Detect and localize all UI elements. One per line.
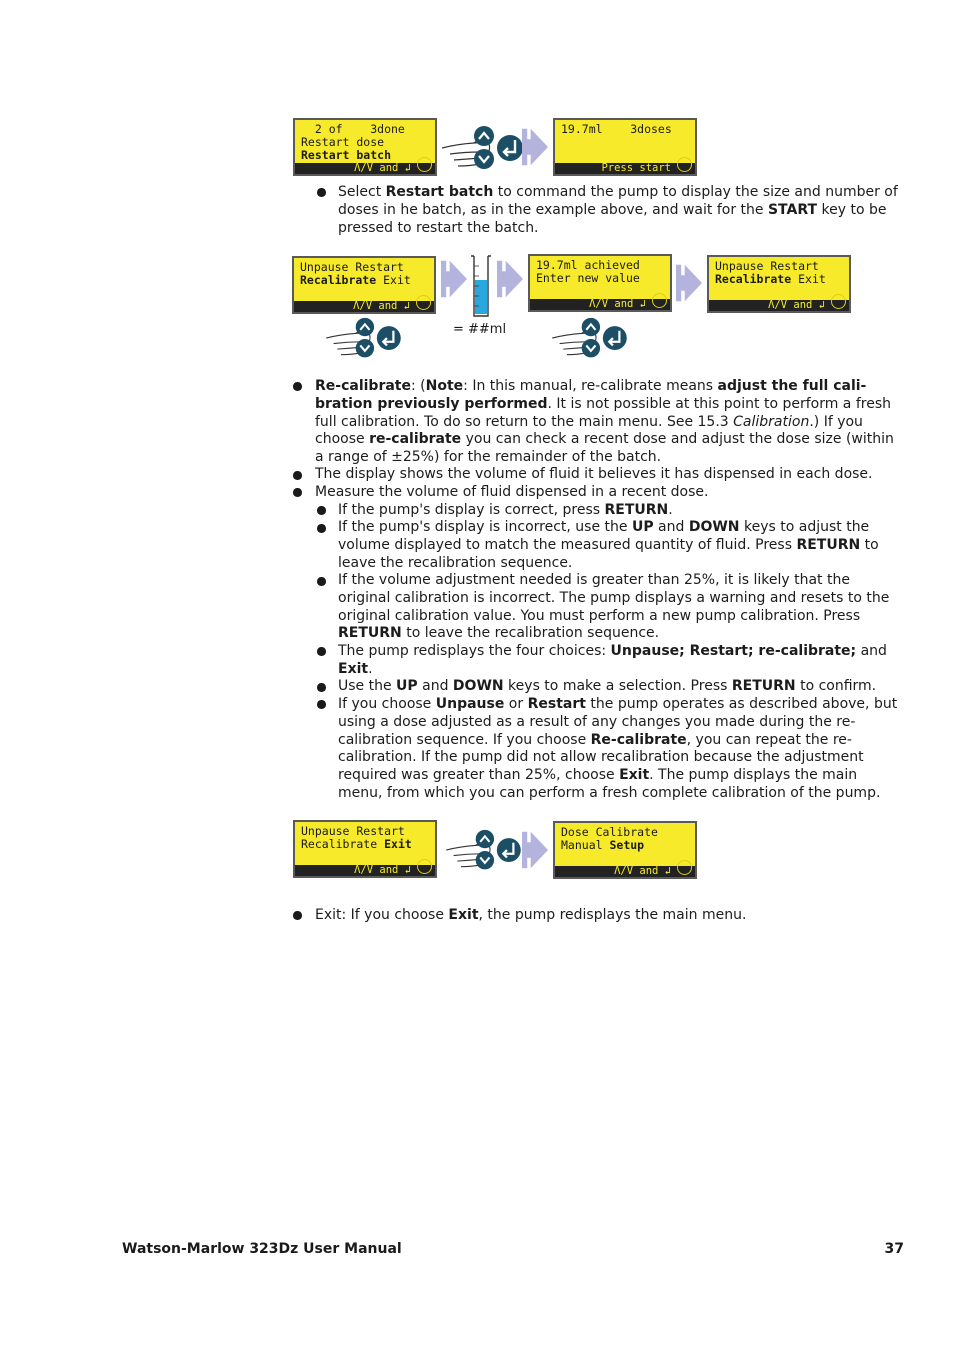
paragraph-recalibrate: Re-calibrate: (Note: In this manual, re-calibrate means adjust the full cali-bration previously performed. It is not possible at this point to perform a fresh full calibration. To do so return to the main menu. See 15.3 Calibration.) If you choose re-calibrate you can check a recent dose and adjust the dose size (within a range of ±25%) for the remainder of the batch. [315,378,894,466]
lcd-line: Unpause Restart [301,824,405,838]
bullet-dot [317,577,326,586]
paragraph-display-volume: The display shows the volume of fluid it believes it has dispensed in each dose. [315,466,873,482]
arrow-right-icon [676,262,702,304]
lcd-softkey-bar: Λ/V and ↲ [555,866,695,877]
lcd-line: Unpause Restart [300,260,404,274]
lcd-status-ring [677,157,692,172]
lcd-softkey-bar: Λ/V and ↲ [530,299,670,310]
paragraph-restart-batch: Select Restart batch to command the pump to display the size and number of doses in he batch, as in the example above, and wait for the START key to be pressed to restart the batch. [338,184,898,236]
bullet-dot [293,471,302,480]
bullet-dot [293,488,302,497]
lcd-softkey-bar: Λ/V and ↲ [295,865,435,876]
lcd-status-ring [417,859,432,874]
paragraph-display-correct: If the pump's display is correct, press RETURN. [338,502,673,518]
lcd-display-recalibrate-menu [292,256,436,314]
cylinder-volume-label: = ##ml [453,322,507,337]
arrow-right-icon [441,258,467,300]
lcd-line: Unpause Restart [715,259,819,273]
footer-page-number: 37 [884,1241,904,1257]
lcd-softkey-bar: Λ/V and ↲ [295,163,435,174]
paragraph-exit: Exit: If you choose Exit, the pump redisplays the main menu. [315,907,747,923]
lcd-line: Recalibrate Exit [300,273,411,287]
lcd-status-ring [677,860,692,875]
lcd-display-exit-selected [293,820,437,878]
lcd-display-enter-new-value [528,254,672,312]
lcd-line: 19.7ml 3doses [561,122,672,136]
lcd-display-recalibrate-menu [707,255,851,313]
lcd-line: Restart dose [301,135,385,149]
bullet-dot [293,911,302,920]
bullet-dot [317,524,326,533]
lcd-status-ring [831,294,846,309]
lcd-softkey-bar: Press start [555,163,695,174]
paragraph-display-incorrect: If the pump's display is incorrect, use the UP and DOWN keys to adjust the volume displayed to match the measured quantity of fluid. Press RETURN to leave the recalibration sequence. [338,519,879,571]
lcd-status-ring [652,293,667,308]
lcd-display-press-start [553,118,697,176]
lcd-softkey-bar: Λ/V and ↲ [709,300,849,311]
arrow-right-icon [522,829,548,871]
bullet-dot [293,382,302,391]
arrow-right-icon [522,126,548,168]
measuring-cylinder-icon [470,254,492,318]
bullet-dot [317,700,326,709]
lcd-line: 19.7ml achieved [536,258,640,272]
lcd-softkey-bar: Λ/V and ↲ [294,301,434,312]
lcd-line: Manual Setup [561,838,645,852]
lcd-line: Dose Calibrate [561,825,658,839]
lcd-line-selected: Restart batch [301,148,392,162]
lcd-status-ring [416,295,431,310]
lcd-line: 2 of 3done [301,122,405,136]
keypad-up-down-return-icon [320,316,430,362]
bullet-dot [317,647,326,656]
lcd-display-main-menu [553,821,697,879]
lcd-line: Recalibrate Exit [301,837,412,851]
keypad-up-down-return-icon [546,316,656,362]
lcd-line: Enter new value [536,271,640,285]
bullet-dot [317,506,326,515]
paragraph-make-selection: Use the UP and DOWN keys to make a selection. Press RETURN to confirm. [338,678,877,694]
lcd-display-batch-menu [293,118,437,176]
bullet-dot [317,188,326,197]
lcd-line: Recalibrate Exit [715,272,826,286]
bullet-dot [317,683,326,692]
arrow-right-icon [497,258,523,300]
paragraph-unpause-restart: If you choose Unpause or Restart the pump operates as described above, but using a dose adjusted as a result of any changes you made during the re-calibration sequence. If you choose Re-calibrate, you can repeat the re-calibration. If the pump did not allow recalibration because the adjustment required was greater than 25%, choose Exit. The pump displays the main menu, from which you can perform a fresh complete calibration of the pump. [338,696,898,801]
paragraph-measure-volume: Measure the volume of fluid dispensed in a recent dose. [315,484,709,500]
paragraph-four-choices: The pump redisplays the four choices: Unpause; Restart; re-calibrate; and Exit. [338,643,887,677]
paragraph-adjustment-over-25: If the volume adjustment needed is greater than 25%, it is likely that the original calibration is incorrect. The pump displays a warning and resets to the original calibration value. You must perform a new pump calibration. Press RETURN to leave the recalibration sequence. [338,572,890,642]
footer-manual-title: Watson-Marlow 323Dz User Manual [122,1241,402,1257]
lcd-status-ring [417,157,432,172]
